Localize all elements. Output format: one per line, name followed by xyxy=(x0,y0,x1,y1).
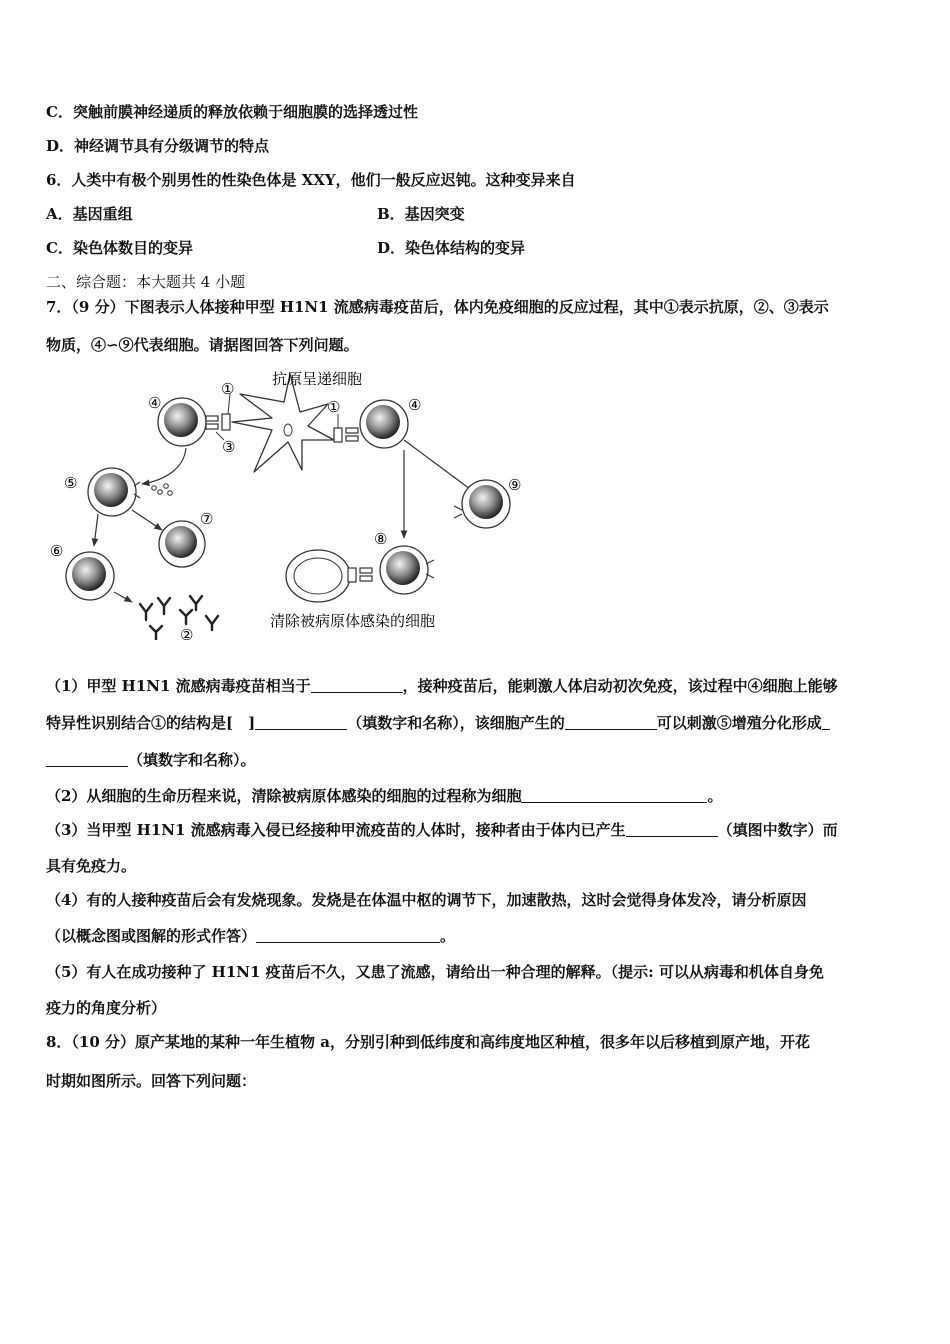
cell-7 xyxy=(159,521,205,567)
receptor-complex-right xyxy=(334,428,358,442)
immune-response-diagram xyxy=(40,364,540,640)
q7-p4-text-b: 。 xyxy=(440,927,456,945)
arrow-5-to-7 xyxy=(132,510,162,530)
label-4-right: ④ xyxy=(408,396,422,414)
section-2-heading: 二、综合题：本大题共 4 小题 xyxy=(46,273,246,291)
antigen-presenting-cell xyxy=(232,374,334,472)
q7-part-5-line-1: （5）有人在成功接种了 H1N1 疫苗后不久，又患了流感，请给出一种合理的解释。（提示: 可以从病毒和机体自身免 xyxy=(46,963,824,981)
question-8-line-1 xyxy=(46,1032,810,1052)
q7-p1-text-b: ，接种疫苗后，能刺激人体启动初次免疫，该过程中④细胞上能够 xyxy=(402,677,838,695)
q7-part-4-line-1: （4）有的人接种疫苗后会有发烧现象。发烧是在体温中枢的调节下，加速散热，这时会觉得身体发冷，请分析原因 xyxy=(46,891,807,909)
question-7-line-1: 7．（9 分）下图表示人体接种甲型 H1N1 流感病毒疫苗后，体内免疫细胞的反应过程，其中①表示抗原，②、③表示 xyxy=(46,298,829,316)
option-c-q5: C．突触前膜神经递质的释放依赖于细胞膜的选择透过性 xyxy=(46,103,418,121)
answer-blank-2[interactable] xyxy=(255,713,347,730)
arrow-4-to-5 xyxy=(142,448,186,484)
q7-p1-text-f: （填数字和名称）。 xyxy=(128,751,256,769)
infected-cell xyxy=(286,550,372,602)
cell-9 xyxy=(454,480,510,528)
receptor-complex-left xyxy=(206,414,230,430)
q7-p2-text-a: （2）从细胞的生命历程来说，清除被病原体感染的细胞的过程称为细胞 xyxy=(46,787,522,805)
q7-part-4-line-2 xyxy=(46,926,455,946)
option-d-q5: D．神经调节具有分级调节的特点 xyxy=(46,137,270,155)
q6-option-a: A．基因重组 xyxy=(46,205,133,223)
q7-p1-text-e: 可以刺激⑤增殖分化形成 xyxy=(656,714,822,732)
question-7-line-2: 物质，④∽⑨代表细胞。请据图回答下列问题。 xyxy=(46,336,359,354)
label-5: ⑤ xyxy=(64,474,78,492)
label-1-right: ① xyxy=(327,398,341,416)
q6-option-d: D．染色体结构的变异 xyxy=(377,239,526,257)
answer-blank-6[interactable] xyxy=(626,820,718,837)
q7-part-1-line-1 xyxy=(46,676,838,696)
q7-p1-text-a: （1）甲型 H1N1 流感病毒疫苗相当于 xyxy=(46,677,311,695)
q6-option-c: C．染色体数目的变异 xyxy=(46,239,193,257)
label-2: ② xyxy=(180,626,194,640)
cell-5 xyxy=(88,468,140,516)
answer-blank-5[interactable] xyxy=(521,786,707,803)
arrow-6-to-2 xyxy=(114,592,132,602)
q7-p3-text-a: （3）当甲型 H1N1 流感病毒入侵已经接种甲流疫苗的人体时，接种者由于体内已产生 xyxy=(46,821,626,839)
label-8: ⑧ xyxy=(374,530,388,548)
q7-p4-text-a: （以概念图或图解的形式作答） xyxy=(46,927,257,945)
arrow-5-to-6 xyxy=(94,514,98,546)
answer-blank-4[interactable] xyxy=(46,750,128,767)
q7-p1-text-d: （填数字和名称），该细胞产生的 xyxy=(347,714,565,732)
q8-text-a: 8．（10 分）原产某地的某种一年生植物 a，分别引种到低纬度和高纬度地区种植，很多年以后移植到原产地，开花 xyxy=(46,1033,810,1051)
answer-blank-1[interactable] xyxy=(311,676,403,693)
label-3: ③ xyxy=(222,438,236,456)
label-1-left: ① xyxy=(221,380,235,398)
q7-part-5-line-2: 疫力的角度分析） xyxy=(46,999,167,1017)
q7-p2-text-b: 。 xyxy=(707,787,723,805)
q6-option-b: B．基因突变 xyxy=(377,205,465,223)
question-8-line-2: 时期如图所示。回答下列问题： xyxy=(46,1072,257,1090)
secreted-substances xyxy=(152,484,173,496)
q7-p1-text-c: 特异性识别结合①的结构是[ ] xyxy=(46,714,256,732)
cell-4-right xyxy=(360,400,408,448)
answer-blank-3[interactable] xyxy=(565,713,657,730)
apc-label: 抗原呈递细胞 xyxy=(272,370,363,388)
label-9: ⑨ xyxy=(508,476,522,494)
infected-cell-label: 清除被病原体感染的细胞 xyxy=(270,612,436,630)
label-7: ⑦ xyxy=(200,510,214,528)
q7-part-3-line-2: 具有免疫力。 xyxy=(46,857,137,875)
q7-part-2 xyxy=(46,786,722,806)
label-4-left: ④ xyxy=(148,394,162,412)
answer-blank-7[interactable] xyxy=(256,926,440,943)
arrow-4-to-9 xyxy=(404,440,474,492)
q7-part-1-line-2 xyxy=(46,713,830,733)
question-6: 6．人类中有极个别男性的性染色体是 XXY，他们一般反应迟钝。这种变异来自 xyxy=(46,171,576,189)
q7-part-3-line-1 xyxy=(46,820,838,840)
q7-part-1-line-3 xyxy=(46,750,256,770)
label-6: ⑥ xyxy=(50,542,64,560)
answer-blank-4a[interactable] xyxy=(822,713,830,730)
cell-8 xyxy=(380,546,434,594)
cell-4-left xyxy=(158,398,206,446)
antibodies xyxy=(140,596,218,640)
cell-6 xyxy=(66,552,114,600)
q7-p3-text-b: （填图中数字）而 xyxy=(717,821,838,839)
